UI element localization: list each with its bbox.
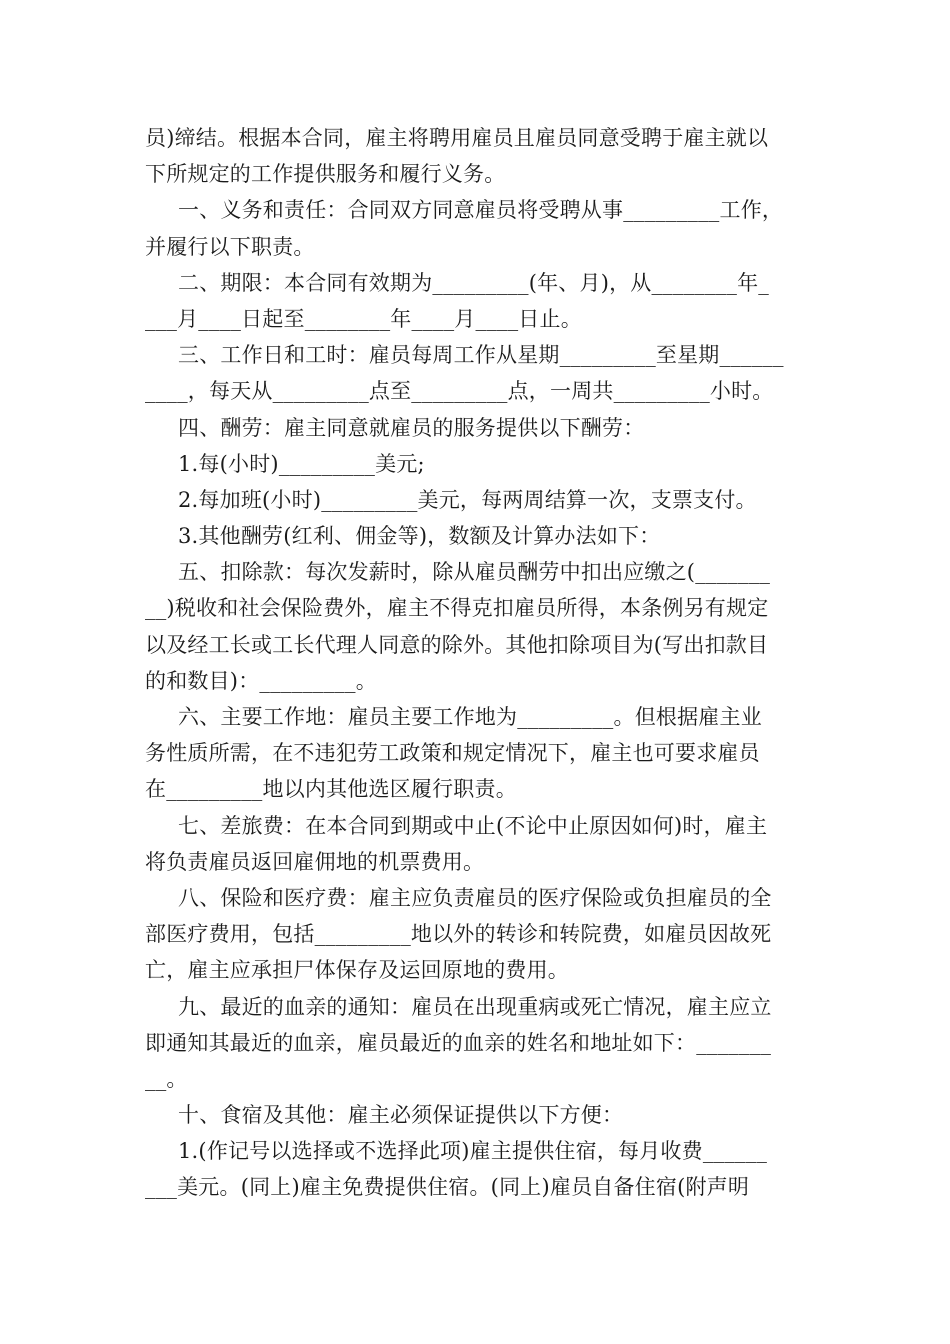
contract-text-line: ____，每天从_________点至_________点，一周共_________小时。 [145, 379, 774, 404]
contract-text-line: 七、差旅费：在本合同到期或中止(不论中止原因如何)时，雇主 [178, 813, 768, 838]
contract-page [145, 120, 810, 1206]
contract-text-line: ___美元。(同上)雇主免费提供住宿。(同上)雇员自备住宿(附声明 [145, 1175, 750, 1200]
contract-text-line: __。 [145, 1066, 188, 1091]
contract-text-line: 九、最近的血亲的通知：雇员在出现重病或死亡情况，雇主应立 [178, 994, 772, 1019]
contract-text-line: 2.每加班(小时)_________美元，每两周结算一次，支票支付。 [178, 487, 757, 512]
contract-text-line: 并履行以下职责。 [145, 234, 315, 259]
contract-text-line: 三、工作日和工时：雇员每周工作从星期_________至星期______ [178, 343, 784, 368]
contract-text-line: 一、义务和责任：合同双方同意雇员将受聘从事_________工作， [178, 198, 784, 223]
contract-text-line: 部医疗费用，包括_________地以外的转诊和转院费，如雇员因故死 [145, 922, 772, 947]
contract-text-line: 将负责雇员返回雇佣地的机票费用。 [145, 849, 485, 874]
contract-text-line: 六、主要工作地：雇员主要工作地为_________。但根据雇主业 [178, 705, 762, 729]
contract-text-line: 下所规定的工作提供服务和履行义务。 [145, 162, 506, 187]
contract-text-line: 二、期限：本合同有效期为_________(年、月)，从________年_ [178, 270, 769, 295]
contract-text-line: 1.(作记号以选择或不选择此项)雇主提供住宿，每月收费______ [178, 1139, 768, 1164]
contract-text-line: 1.每(小时)_________美元; [178, 451, 425, 476]
contract-text-line: 的和数目)：_________。 [145, 668, 377, 693]
contract-text-line: 十、食宿及其他：雇主必须保证提供以下方便： [178, 1103, 624, 1128]
contract-text-line: 务性质所需，在不违犯劳工政策和规定情况下，雇主也可要求雇员 [145, 741, 760, 766]
contract-text-line: 四、酬劳：雇主同意就雇员的服务提供以下酬劳： [178, 415, 645, 440]
contract-text-line: 八、保险和医疗费：雇主应负责雇员的医疗保险或负担雇员的全 [178, 885, 772, 910]
contract-text-line: 五、扣除款：每次发薪时，除从雇员酬劳中扣出应缴之(_______ [178, 560, 771, 585]
contract-text-line: 在_________地以内其他选区履行职责。 [145, 777, 517, 802]
contract-text-line: 亡，雇主应承担尸体保存及运回原地的费用。 [145, 958, 569, 983]
contract-text-line: __)税收和社会保险费外，雇主不得克扣雇员所得，本条例另有规定 [145, 596, 769, 621]
contract-text-line: 员)缔结。根据本合同，雇主将聘用雇员且雇员同意受聘于雇主就以 [145, 126, 769, 150]
contract-text-line: 3.其他酬劳(红利、佣金等)，数额及计算办法如下： [178, 524, 661, 549]
contract-text-line: 即通知其最近的血亲，雇员最近的血亲的姓名和地址如下：_______ [145, 1030, 772, 1055]
contract-text-line: ___月____日起至________年____月____日止。 [145, 306, 582, 331]
contract-text-line: 以及经工长或工长代理人同意的除外。其他扣除项目为(写出扣款目 [145, 632, 769, 657]
